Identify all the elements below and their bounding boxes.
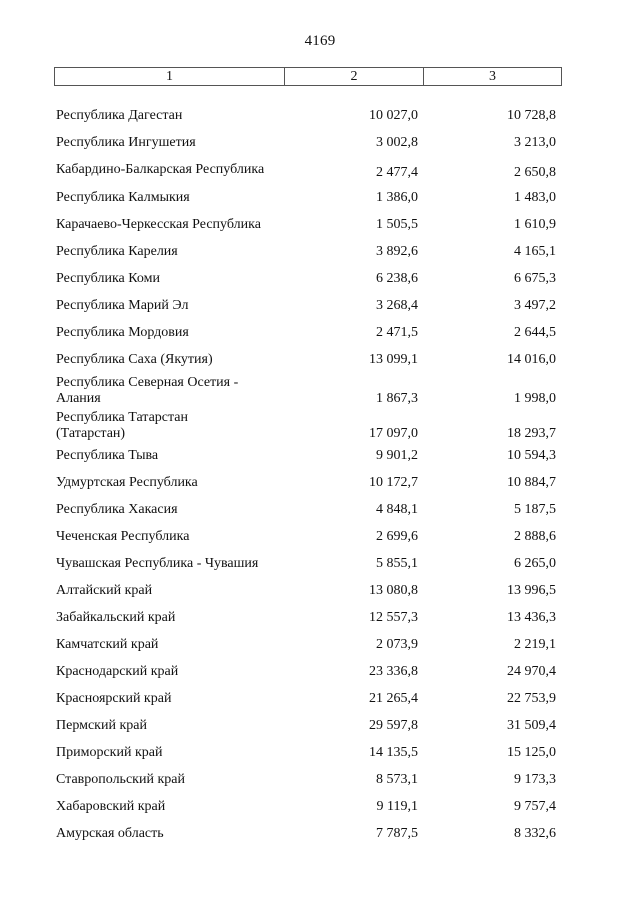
region-name bbox=[56, 502, 296, 518]
column-2-value: 9 119,1 bbox=[376, 799, 418, 814]
region-name bbox=[56, 190, 296, 206]
region-name-line: Пермский край bbox=[56, 718, 147, 733]
column-2-value: 2 477,4 bbox=[376, 165, 418, 180]
column-2-value: 8 573,1 bbox=[376, 772, 418, 787]
region-name-line: Кабардино-Балкарская Республика bbox=[56, 162, 265, 177]
column-2-value: 7 787,5 bbox=[376, 826, 418, 841]
region-name bbox=[56, 271, 296, 287]
region-name-line: Приморский край bbox=[56, 745, 163, 760]
column-3-value: 1 610,9 bbox=[514, 217, 556, 232]
region-name-line: Республика Татарстан bbox=[56, 410, 189, 425]
region-name bbox=[56, 244, 296, 260]
column-3-value: 1 483,0 bbox=[514, 190, 556, 205]
region-name bbox=[56, 664, 296, 680]
region-name bbox=[56, 475, 296, 491]
region-name-line: Алтайский край bbox=[56, 583, 153, 598]
column-2-value: 12 557,3 bbox=[369, 610, 418, 625]
column-header-3: 3 bbox=[489, 68, 496, 84]
column-3-value: 1 998,0 bbox=[514, 391, 556, 406]
region-name bbox=[56, 448, 296, 464]
region-name-line: Республика Ингушетия bbox=[56, 135, 196, 150]
region-name-line: Республика Хакасия bbox=[56, 502, 178, 517]
region-name-line: Удмуртская Республика bbox=[56, 475, 198, 490]
column-3-value: 2 219,1 bbox=[514, 637, 556, 652]
region-name bbox=[56, 583, 296, 599]
column-3-value: 31 509,4 bbox=[507, 718, 556, 733]
column-3-value: 10 884,7 bbox=[507, 475, 556, 490]
column-3-value: 10 728,8 bbox=[507, 108, 556, 123]
column-header-2: 2 bbox=[285, 68, 424, 85]
region-name bbox=[56, 217, 296, 233]
page-number: 4169 bbox=[304, 33, 336, 49]
column-3-value: 3 213,0 bbox=[514, 135, 556, 150]
column-2-value: 3 892,6 bbox=[376, 244, 418, 259]
region-name bbox=[56, 826, 296, 842]
column-2-value: 23 336,8 bbox=[369, 664, 418, 679]
column-2-value: 5 855,1 bbox=[376, 556, 418, 571]
column-2-value: 1 386,0 bbox=[376, 190, 418, 205]
region-name bbox=[56, 375, 296, 407]
column-3-value: 6 265,0 bbox=[514, 556, 556, 571]
region-name-line: Республика Коми bbox=[56, 271, 160, 286]
column-3-value: 9 173,3 bbox=[514, 772, 556, 787]
column-3-value: 3 497,2 bbox=[514, 298, 556, 313]
region-name-line: Камчатский край bbox=[56, 637, 159, 652]
region-name bbox=[56, 772, 296, 788]
column-header-1: 1 bbox=[55, 68, 285, 85]
region-name-line: Краснодарский край bbox=[56, 664, 179, 679]
column-2-value: 1 505,5 bbox=[376, 217, 418, 232]
region-name bbox=[56, 718, 296, 734]
column-2-value: 3 268,4 bbox=[376, 298, 418, 313]
region-name-line: Карачаево-Черкесская Республика bbox=[56, 217, 261, 232]
region-name bbox=[56, 556, 296, 572]
region-name-line: Красноярский край bbox=[56, 691, 172, 706]
region-name bbox=[56, 410, 296, 442]
region-name-line: Республика Дагестан bbox=[56, 108, 183, 123]
region-name bbox=[56, 352, 296, 368]
region-name bbox=[56, 529, 296, 545]
region-name-line: Ставропольский край bbox=[56, 772, 185, 787]
region-name bbox=[56, 298, 296, 314]
region-name-line: Республика Карелия bbox=[56, 244, 178, 259]
column-2-value: 10 027,0 bbox=[369, 108, 418, 123]
column-3-value: 8 332,6 bbox=[514, 826, 556, 841]
column-2-value: 9 901,2 bbox=[376, 448, 418, 463]
column-3-value: 9 757,4 bbox=[514, 799, 556, 814]
column-2-value: 29 597,8 bbox=[369, 718, 418, 733]
column-3-value: 24 970,4 bbox=[507, 664, 556, 679]
region-name-line: Республика Саха (Якутия) bbox=[56, 352, 213, 367]
region-name-line: Амурская область bbox=[56, 826, 164, 841]
region-name-line: Республика Северная Осетия - bbox=[56, 375, 239, 390]
column-3-value: 18 293,7 bbox=[507, 426, 556, 441]
column-3-value: 2 650,8 bbox=[514, 165, 556, 180]
column-3-value: 2 644,5 bbox=[514, 325, 556, 340]
column-2-value: 13 099,1 bbox=[369, 352, 418, 367]
column-3-value: 10 594,3 bbox=[507, 448, 556, 463]
column-2-value: 17 097,0 bbox=[369, 426, 418, 441]
region-name bbox=[56, 162, 296, 178]
column-2-value: 1 867,3 bbox=[376, 391, 418, 406]
column-2-value: 2 073,9 bbox=[376, 637, 418, 652]
region-name-line: Чеченская Республика bbox=[56, 529, 190, 544]
column-3-value: 14 016,0 bbox=[507, 352, 556, 367]
column-2-value: 4 848,1 bbox=[376, 502, 418, 517]
region-name bbox=[56, 745, 296, 761]
region-name-line: Республика Тыва bbox=[56, 448, 159, 463]
region-name-line: (Татарстан) bbox=[56, 426, 126, 441]
region-name bbox=[56, 637, 296, 653]
column-3-value: 4 165,1 bbox=[514, 244, 556, 259]
column-2-value: 14 135,5 bbox=[369, 745, 418, 760]
region-name bbox=[56, 799, 296, 815]
column-3-value: 2 888,6 bbox=[514, 529, 556, 544]
column-2-value: 3 002,8 bbox=[376, 135, 418, 150]
region-name bbox=[56, 135, 296, 151]
column-3-value: 5 187,5 bbox=[514, 502, 556, 517]
region-name-line: Республика Марий Эл bbox=[56, 298, 189, 313]
region-name bbox=[56, 610, 296, 626]
column-3-value: 15 125,0 bbox=[507, 745, 556, 760]
region-name bbox=[56, 325, 296, 341]
column-2-value: 2 471,5 bbox=[376, 325, 418, 340]
column-header-table bbox=[54, 67, 562, 86]
column-2-value: 6 238,6 bbox=[376, 271, 418, 286]
region-name-line: Хабаровский край bbox=[56, 799, 166, 814]
column-3-value: 13 436,3 bbox=[507, 610, 556, 625]
column-2-value: 21 265,4 bbox=[369, 691, 418, 706]
column-3-value: 6 675,3 bbox=[514, 271, 556, 286]
region-name-line: Чувашская Республика - Чувашия bbox=[56, 556, 259, 571]
column-2-value: 2 699,6 bbox=[376, 529, 418, 544]
column-2-value: 10 172,7 bbox=[369, 475, 418, 490]
region-name-line: Республика Калмыкия bbox=[56, 190, 190, 205]
column-3-value: 13 996,5 bbox=[507, 583, 556, 598]
region-name-line: Забайкальский край bbox=[56, 610, 176, 625]
column-3-value: 22 753,9 bbox=[507, 691, 556, 706]
region-name bbox=[56, 108, 296, 124]
region-name-line: Алания bbox=[56, 391, 101, 406]
column-2-value: 13 080,8 bbox=[369, 583, 418, 598]
region-name-line: Республика Мордовия bbox=[56, 325, 189, 340]
region-name bbox=[56, 691, 296, 707]
